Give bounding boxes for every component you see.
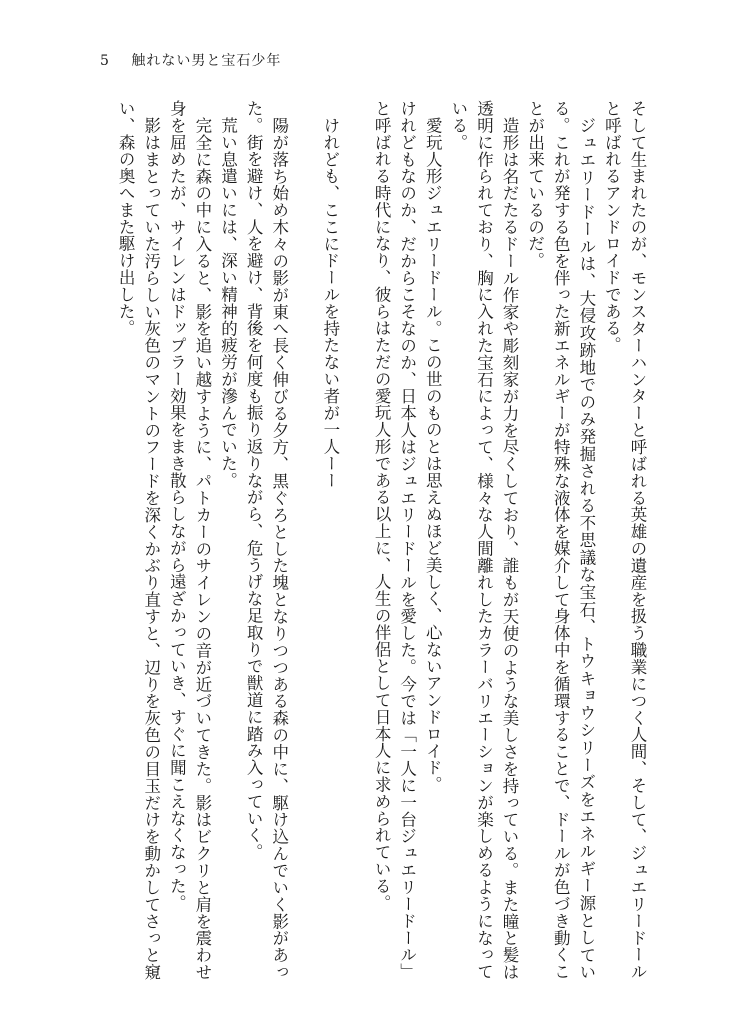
paragraph: 愛玩人形ジュエリードール。この世のものとは思えぬほど美しく、心ないアンドロイド。: [423, 116, 443, 793]
body-text: [110, 100, 650, 980]
paragraph: けれどもなのか、だからこそなのか、日本人はジュエリードールを愛した。今では「一人に一台ジュエリードール」と呼ばれる時代になり、彼らはただの愛玩人形である以上に、人生の伴侶として日本人に求められている。: [372, 100, 417, 980]
paragraph: ジュエリードールは、大侵攻跡地でのみ発掘される不思議な宝石、トウキョウシリーズをエネルギー源としている。これが発する色を伴った新エネルギーが特殊な液体を媒介して身体中を循環することで、ドールが色づき動くことが出来ているのだ。: [525, 100, 596, 980]
paragraph: けれども、ここにドールを持たない者が一人ーー: [320, 116, 340, 489]
book-title: 触れない男と宝石少年: [131, 53, 282, 69]
paragraph: 影はまとっていた汚らしい灰色のマントのフードを深くかぶり直すと、辺りを灰色の目玉だけを動かしてさっと窺い、森の奥へまた駆け出した。: [116, 100, 161, 980]
paragraph: 陽が落ち始め木々の影が東へ長く伸びる夕方、黒ぐろとした塊となりつつある森の中に、駆け込んでいく影があった。街を避け、人を避け、背後を何度も振り返りながら、危うげな足取りで獣道に踏み入っていく。: [244, 100, 289, 980]
blank-line: [292, 100, 318, 980]
paragraph: そして生まれたのが、モンスターハンターと呼ばれる英雄の遺産を扱う職業につく人間、そして、ジュエリードールと呼ばれるアンドロイドである。: [602, 100, 647, 980]
paragraph: 完全に森の中に入ると、影を追い越すように、パトカーのサイレンの音が近づいてきた。影はビクリと肩を震わせ身を屈めたが、サイレンはドップラー効果をまき散らしながら遠ざかっていき、すぐに聞こえなくなった。: [167, 100, 212, 980]
page-number: 5: [100, 53, 110, 69]
blank-line: [343, 100, 369, 980]
paragraph: 造形は名だたるドール作家や彫刻家が力を尽くしており、誰もが天使のような美しさを持っている。また瞳と髪は透明に作られており、胸に入れた宝石によって、様々な人間離れしたカラーバリエーションが楽しめるようになっている。: [448, 100, 520, 980]
paragraph: 荒い息遣いには、深い精神的疲労が滲んでいた。: [218, 116, 238, 489]
running-head: [100, 50, 281, 70]
